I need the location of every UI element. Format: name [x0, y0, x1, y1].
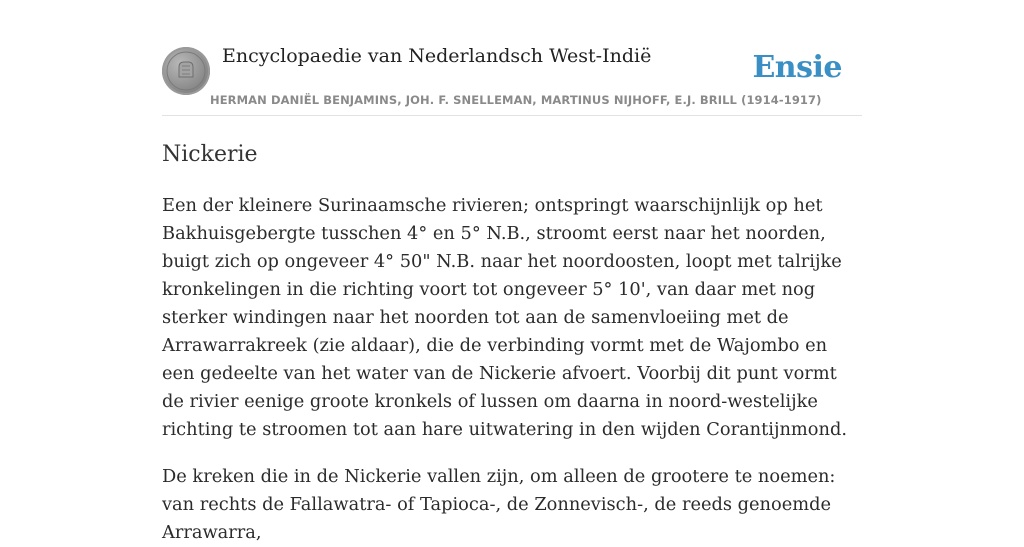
book-title-link[interactable]: Encyclopaedie van Nederlandsch West-Indië — [222, 45, 652, 67]
entry-title: Nickerie — [162, 142, 258, 167]
authors-line: HERMAN DANIËL BENJAMINS, JOH. F. SNELLEMAN, MARTINUS NIJHOFF, E.J. BRILL (1914-1917) — [210, 93, 822, 107]
content-column — [162, 0, 862, 547]
brand-logo[interactable]: Ensie — [752, 50, 842, 85]
article-paragraph: Een der kleinere Surinaamsche rivieren; ontspringt waarschijnlijk op het Bakhuisgebergte tusschen 4° en 5° N.B., stroomt eerst naar het noorden, buigt zich op ongeveer 4° 50" N.B. naar het noordoosten, loopt met talrijke kronkelingen in die richting voort tot ongeveer 5° 10', van daar met nog sterker windingen naar het noorden tot aan de samenvloeiing met de Arrawarrakreek (zie aldaar), die de verbinding vormt met de Wajombo en een gedeelte van het water van de Nickerie afvoert. Voorbij dit punt vormt de rivier eenige groote kronkels of lussen om daarna in noord-westelijke richting te stroomen tot aan hare uitwatering in den wijden Corantijnmond. — [162, 195, 847, 440]
article-paragraph: De kreken die in de Nickerie vallen zijn, om alleen de grootere te noemen: van rechts de Fallawatra- of Tapioca-, de Zonnevisch-, de reeds genoemde Arrawarra, — [162, 466, 836, 543]
coin-seal-icon[interactable] — [162, 47, 210, 95]
site-header — [162, 0, 862, 116]
